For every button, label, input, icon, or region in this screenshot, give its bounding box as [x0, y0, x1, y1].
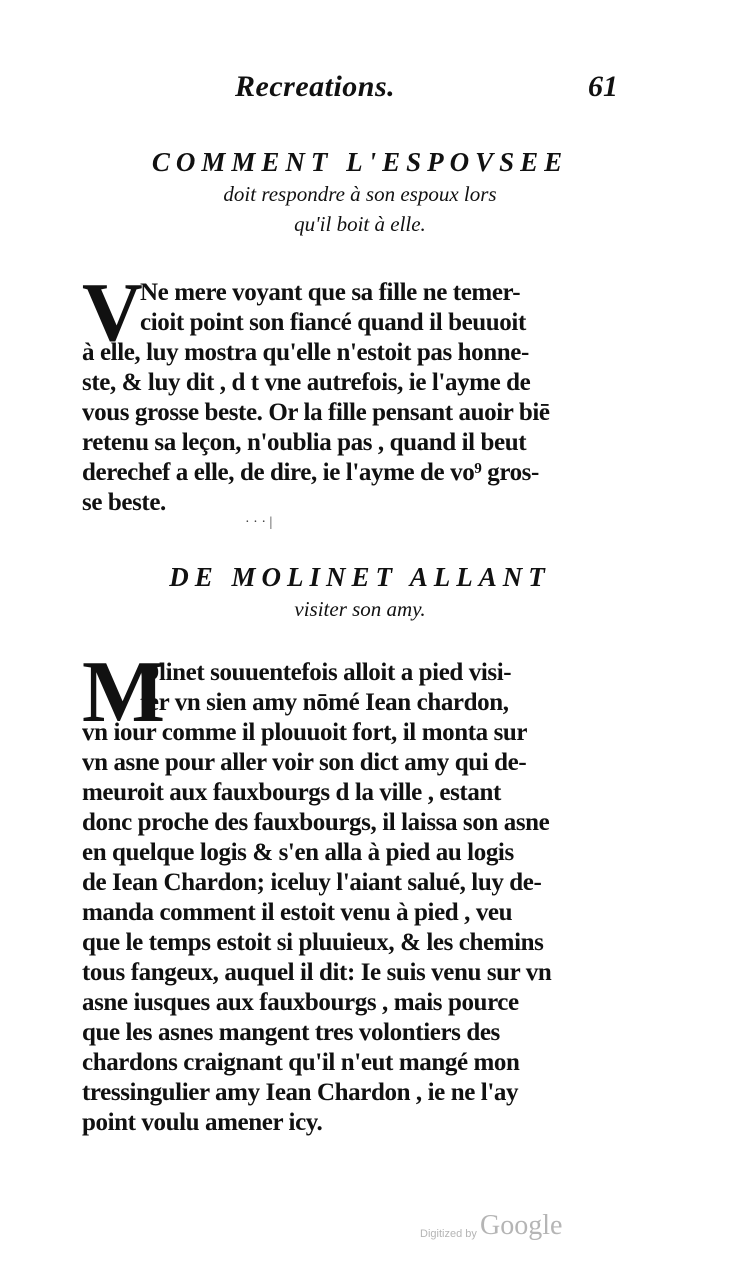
text-line: que le temps estoit si pluuieux, & les chemins: [82, 929, 544, 956]
text-line: tous fangeux, auquel il dit: Ie suis venu sur vn: [82, 959, 552, 986]
running-title: Recreations.: [235, 70, 396, 103]
text-line: vn iour comme il plouuoit fort, il monta sur: [82, 719, 528, 746]
text-line: tressingulier amy Iean Chardon , ie ne l'ay: [82, 1079, 519, 1106]
heading-1-caps: COMMENT L'ESPOVSEE: [151, 147, 569, 177]
text-line: Olinet souuentefois alloit a pied visi-: [140, 659, 512, 686]
page-number: 61: [588, 70, 618, 103]
text-line: manda comment il estoit venu à pied , veu: [82, 899, 513, 926]
section-heading-1: [60, 145, 660, 239]
text-line: retenu sa leçon, n'oublia pas , quand il beut: [82, 429, 527, 456]
text-line: se beste.: [82, 489, 166, 516]
text-line: de Iean Chardon; iceluy l'aiant salué, luy de-: [82, 869, 542, 896]
text-line: à elle, luy mostra qu'elle n'estoit pas honne-: [82, 339, 529, 366]
text-line: Ne mere voyant que sa fille ne temer-: [140, 279, 521, 306]
watermark-logo: Google: [480, 1210, 563, 1241]
text-line: cioit point son fiancé quand il beuuoit: [140, 309, 526, 336]
text-line: vn asne pour aller voir son dict amy qui de-: [82, 749, 527, 776]
text-line: derechef a elle, de dire, ie l'ayme de vo⁹ gros-: [82, 459, 539, 486]
watermark-small: Digitized by: [420, 1228, 477, 1240]
paragraph-2: [82, 644, 627, 1138]
dropcap-v: V: [82, 266, 143, 359]
text-line: ter vn sien amy nōmé Iean chardon,: [140, 689, 509, 716]
heading-2-caps: DE MOLINET ALLANT: [169, 562, 551, 592]
text-line: que les asnes mangent tres volontiers des: [82, 1019, 500, 1046]
paragraph-1: [82, 266, 627, 518]
dropcap-m: M: [82, 644, 165, 741]
text-line: asne iusques aux fauxbourgs , mais pource: [82, 989, 519, 1016]
section-heading-2: [60, 560, 660, 624]
scan-speck: · · · |: [245, 515, 273, 530]
text-line: point voulu amener icy.: [82, 1109, 323, 1136]
heading-1-sub: doit respondre à son espoux lors: [223, 182, 497, 206]
text-line: chardons craignant qu'il n'eut mangé mon: [82, 1049, 520, 1076]
text-line: donc proche des fauxbourgs, il laissa son asne: [82, 809, 550, 836]
text-line: en quelque logis & s'en alla à pied au logis: [82, 839, 514, 866]
text-line: ste, & luy dit , d t vne autrefois, ie l'ayme de: [82, 369, 531, 396]
running-head: [230, 70, 630, 110]
text-line: vous grosse beste. Or la fille pensant auoir biē: [82, 399, 550, 426]
text-line: meuroit aux fauxbourgs d la ville , estant: [82, 779, 501, 806]
heading-1-sub-2: qu'il boit à elle.: [294, 212, 426, 236]
heading-2-sub: visiter son amy.: [294, 597, 426, 621]
digitized-watermark: [420, 1210, 580, 1250]
